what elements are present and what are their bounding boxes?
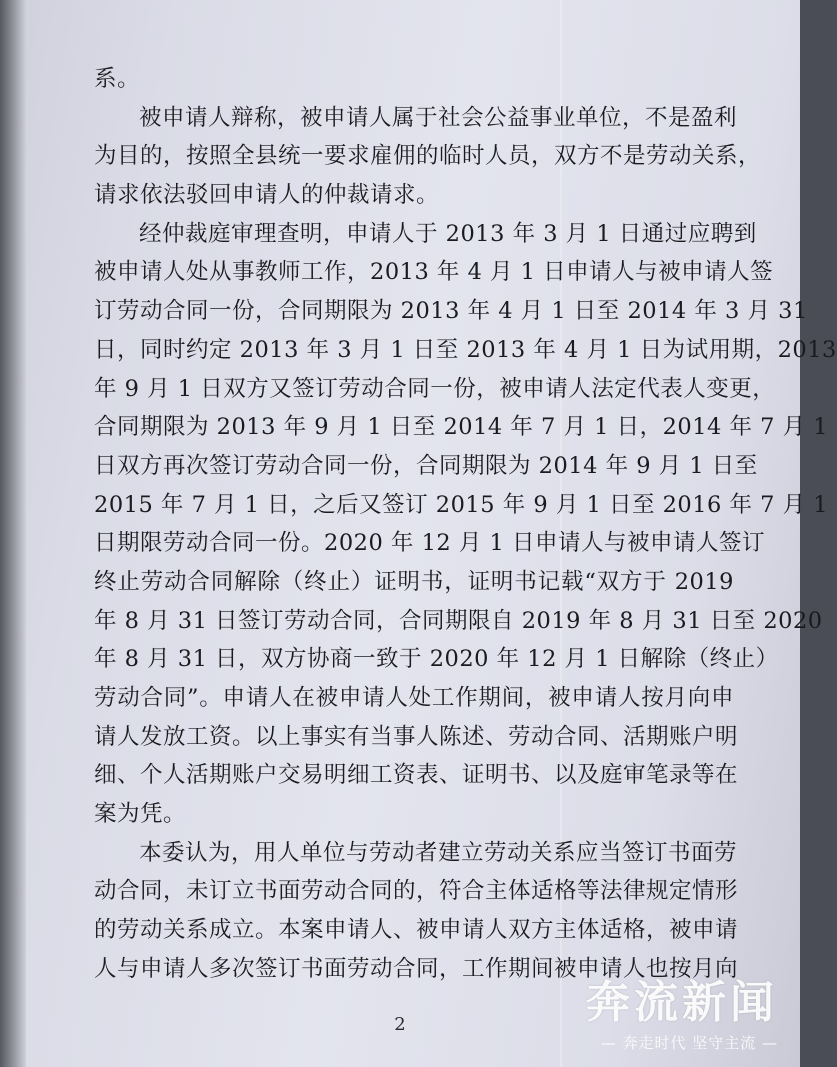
text-line: 经仲裁庭审理查明，申请人于 2013 年 3 月 1 日通过应聘到 [139,220,757,247]
text-line: 人与申请人多次签订书面劳动合同，工作期间被申请人也按月向 [94,955,739,982]
text-line: 日双方再次签订劳动合同一份，合同期限为 2014 年 9 月 1 日至 [94,452,758,479]
news-watermark [538,978,778,1053]
text-line: 系。 [94,66,141,92]
text-line: 年 8 月 31 日签订劳动合同，合同期限自 2019 年 8 月 31 日至 2020 [94,607,823,634]
text-line: 请人发放工资。以上事实有当事人陈述、劳动合同、活期账户明 [94,723,739,750]
text-line: 为目的，按照全县统一要求雇佣的临时人员，双方不是劳动关系， [94,143,762,170]
document-body [94,60,837,989]
text-line: 本委认为，用人单位与劳动者建立劳动关系应当签订书面劳 [139,839,738,866]
text-line: 日，同时约定 2013 年 3 月 1 日至 2013 年 4 月 1 日为试用期，2013 [94,336,837,363]
text-line: 动合同，未订立书面劳动合同的，符合主体适格等法律规定情形 [94,878,739,905]
page-shadow-edge [0,0,26,1067]
text-line: 的劳动关系成立。本案申请人、被申请人双方主体适格，被申请 [94,917,739,944]
text-line: 合同期限为 2013 年 9 月 1 日至 2014 年 7 月 1 日，2014 年 7 月 1 [94,414,829,441]
page-number: 2 [394,1014,406,1035]
text-line: 年 8 月 31 日，双方协商一致于 2020 年 12 月 1 日解除（终止） [94,646,779,673]
text-line: 订劳动合同一份，合同期限为 2013 年 4 月 1 日至 2014 年 3 月 31 [94,298,808,325]
text-line: 劳动合同”。申请人在被申请人处工作期间，被申请人按月向申 [94,685,734,711]
watermark-slogan: — 奔走时代 坚守主流 — [600,1034,778,1052]
text-line: 细、个人活期账户交易明细工资表、证明书、以及庭审笔录等在 [94,762,739,789]
text-line: 2015 年 7 月 1 日，之后又签订 2015 年 9 月 1 日至 2016 年 7 月 1 [94,491,829,518]
text-line: 被申请人辩称，被申请人属于社会公益事业单位，不是盈利 [139,104,738,131]
text-line: 日期限劳动合同一份。2020 年 12 月 1 日申请人与被申请人签订 [94,530,765,557]
text-line: 终止劳动合同解除（终止）证明书，证明书记载“双方于 2019 [94,568,734,595]
watermark-brand-logo: 奔流新闻 [586,977,778,1028]
text-line: 年 9 月 1 日双方又签订劳动合同一份，被申请人法定代表人变更， [94,375,776,402]
text-line: 被申请人处从事教师工作，2013 年 4 月 1 日申请人与被申请人签 [94,259,774,286]
text-line: 请求依法驳回申请人的仲裁请求。 [94,182,440,209]
text-line: 案为凭。 [94,801,187,828]
